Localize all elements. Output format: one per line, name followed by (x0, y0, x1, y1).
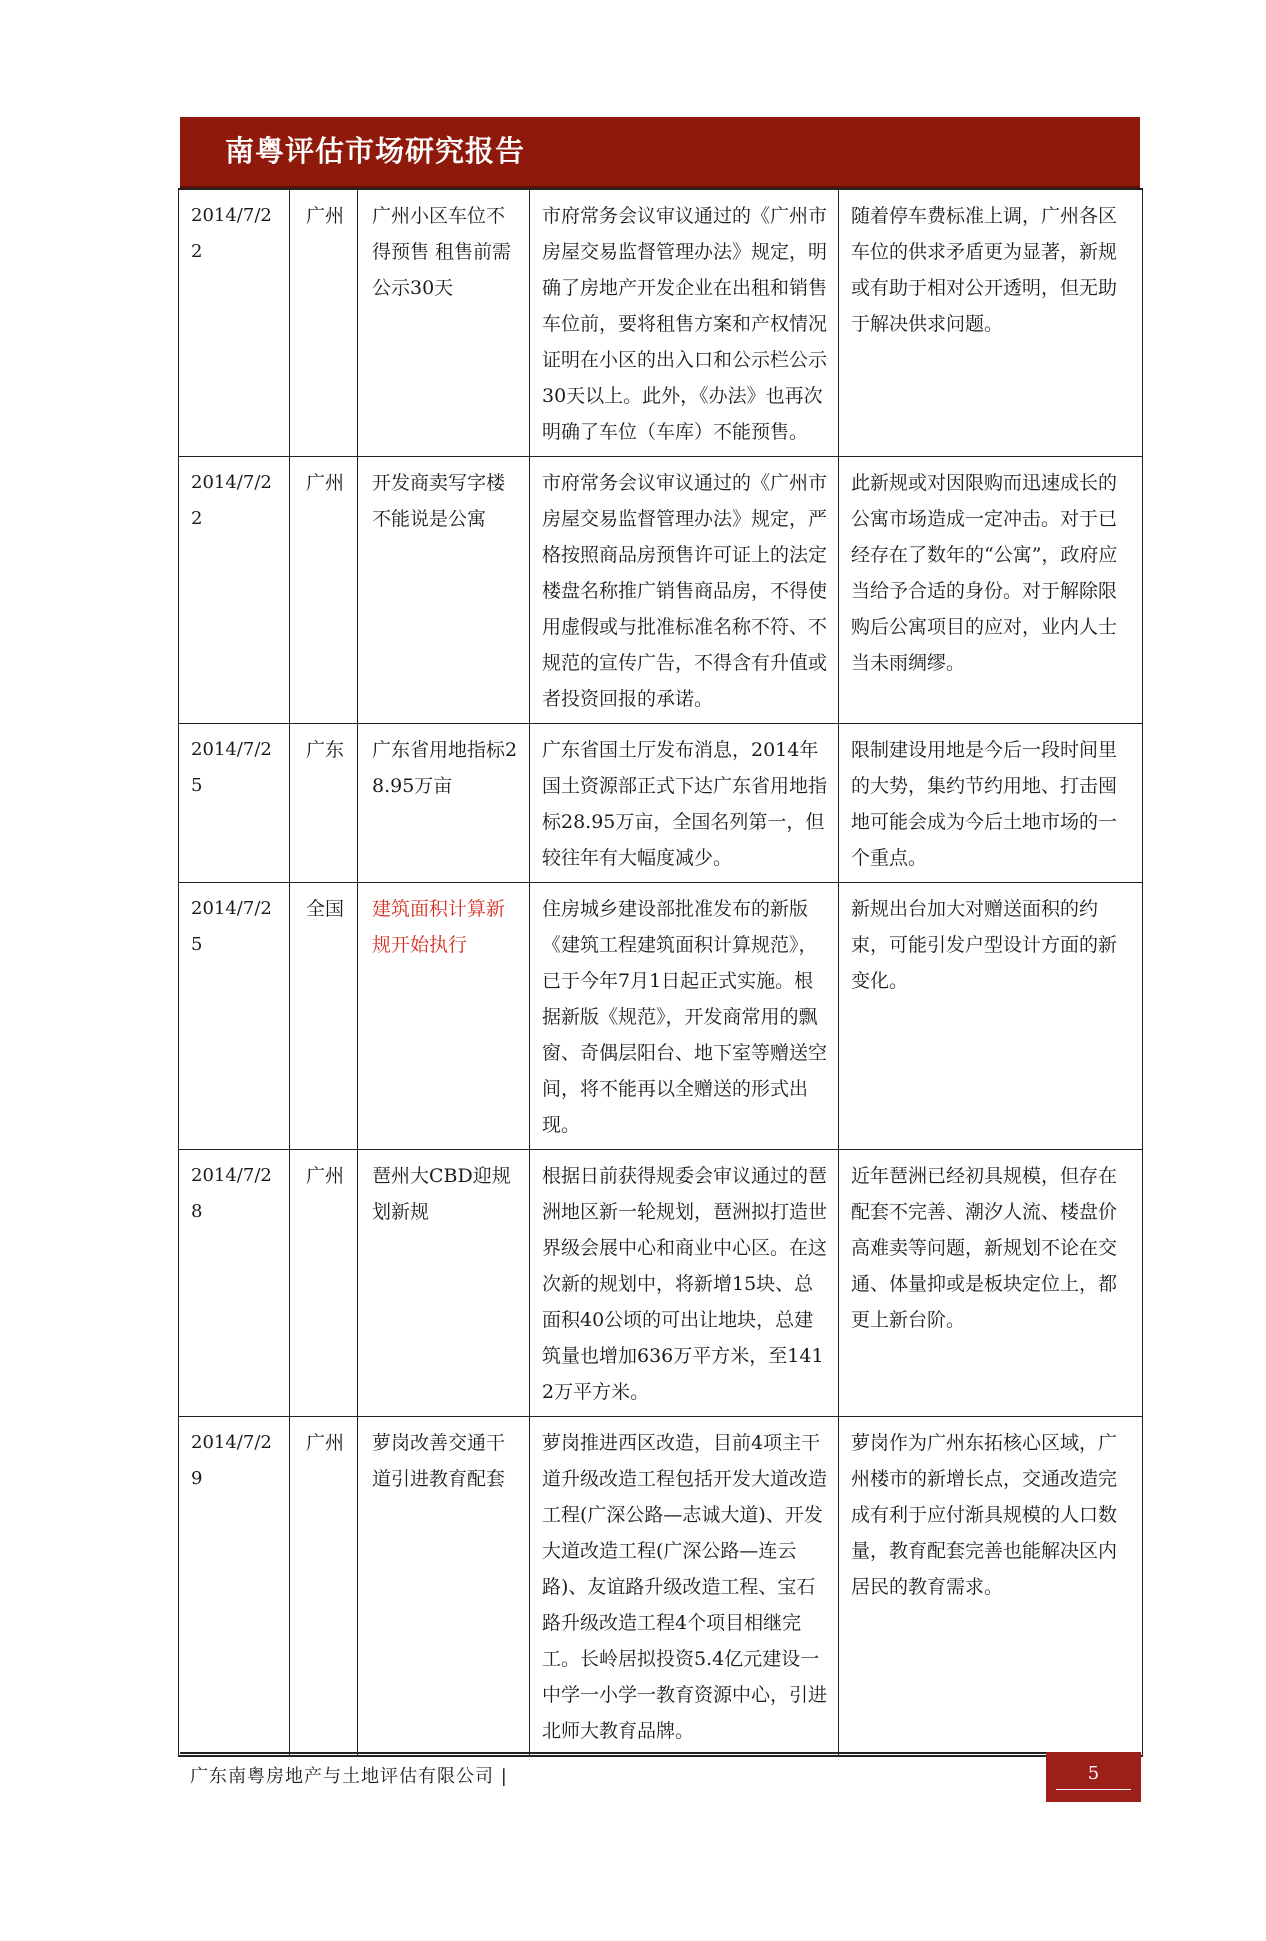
table-row (179, 1417, 1143, 1757)
comment-cell: 萝岗作为广州东拓核心区域，广州楼市的新增长点，交通改造完成有利于应付渐具规模的人口数量，教育配套完善也能解决区内居民的教育需求。 (839, 1417, 1143, 1757)
comment-cell: 近年琶洲已经初具规模，但存在配套不完善、潮汐人流、楼盘价高难卖等问题，新规划不论在交通、体量抑或是板块定位上，都更上新台阶。 (839, 1150, 1143, 1417)
page-number: 5 (1087, 1763, 1100, 1784)
comment-cell: 新规出台加大对赠送面积的约束，可能引发户型设计方面的新变化。 (839, 883, 1143, 1150)
content-cell: 市府常务会议审议通过的《广州市房屋交易监督管理办法》规定，明确了房地产开发企业在出租和销售车位前，要将租售方案和产权情况证明在小区的出入口和公示栏公示30天以上。此外，《办法》也再次明确了车位（车库）不能预售。 (530, 189, 839, 457)
region-cell: 广东 (290, 724, 358, 883)
date-cell: 2014/7/29 (179, 1417, 290, 1757)
title-cell: 萝岗改善交通干道引进教育配套 (358, 1417, 530, 1757)
news-table (178, 188, 1143, 1757)
page-number-underline (1056, 1789, 1131, 1790)
date-cell: 2014/7/22 (179, 457, 290, 724)
date-cell: 2014/7/25 (179, 883, 290, 1150)
table-row (179, 457, 1143, 724)
title-cell: 广州小区车位不得预售 租售前需公示30天 (358, 189, 530, 457)
footer-company: 广东南粤房地产与土地评估有限公司 | (190, 1766, 508, 1787)
date-cell: 2014/7/22 (179, 189, 290, 457)
region-cell: 广州 (290, 457, 358, 724)
content-cell: 根据日前获得规委会审议通过的琶洲地区新一轮规划，琶洲拟打造世界级会展中心和商业中心区。在这次新的规划中，将新增15块、总面积40公顷的可出让地块，总建筑量也增加636万平方米，至1412万平方米。 (530, 1150, 839, 1417)
content-cell: 萝岗推进西区改造，目前4项主干道升级改造工程包括开发大道改造工程(广深公路—志诚大道)、开发大道改造工程(广深公路—连云路)、友谊路升级改造工程、宝石路升级改造工程4个项目相继完工。长岭居拟投资5.4亿元建设一中学一小学一教育资源中心，引进北师大教育品牌。 (530, 1417, 839, 1757)
comment-cell: 随着停车费标准上调，广州各区车位的供求矛盾更为显著，新规或有助于相对公开透明，但无助于解决供求问题。 (839, 189, 1143, 457)
content-cell: 广东省国土厅发布消息，2014年国土资源部正式下达广东省用地指标28.95万亩，全国名列第一，但较往年有大幅度减少。 (530, 724, 839, 883)
region-cell: 广州 (290, 189, 358, 457)
title-cell-highlighted: 建筑面积计算新规开始执行 (358, 883, 530, 1150)
region-cell: 广州 (290, 1417, 358, 1757)
region-cell: 全国 (290, 883, 358, 1150)
report-title: 南粤评估市场研究报告 (225, 134, 526, 168)
content-cell: 市府常务会议审议通过的《广州市房屋交易监督管理办法》规定，严格按照商品房预售许可证上的法定楼盘名称推广销售商品房，不得使用虚假或与批准标准名称不符、不规范的宣传广告，不得含有升值或者投资回报的承诺。 (530, 457, 839, 724)
report-header-band (180, 117, 1140, 188)
table-row (179, 1150, 1143, 1417)
date-cell: 2014/7/25 (179, 724, 290, 883)
content-cell: 住房城乡建设部批准发布的新版《建筑工程建筑面积计算规范》，已于今年7月1日起正式实施。根据新版《规范》，开发商常用的飘窗、奇偶层阳台、地下室等赠送空间，将不能再以全赠送的形式出现。 (530, 883, 839, 1150)
table-row (179, 189, 1143, 457)
table-row (179, 724, 1143, 883)
page-number-box (1046, 1752, 1141, 1802)
comment-cell: 限制建设用地是今后一段时间里的大势，集约节约用地、打击囤地可能会成为今后土地市场的一个重点。 (839, 724, 1143, 883)
title-cell: 开发商卖写字楼不能说是公寓 (358, 457, 530, 724)
region-cell: 广州 (290, 1150, 358, 1417)
footer-divider (180, 1752, 1140, 1754)
table-row (179, 883, 1143, 1150)
title-cell: 琶州大CBD迎规划新规 (358, 1150, 530, 1417)
date-cell: 2014/7/28 (179, 1150, 290, 1417)
title-cell: 广东省用地指标28.95万亩 (358, 724, 530, 883)
comment-cell: 此新规或对因限购而迅速成长的公寓市场造成一定冲击。对于已经存在了数年的“公寓”，政府应当给予合适的身份。对于解除限购后公寓项目的应对，业内人士当未雨绸缪。 (839, 457, 1143, 724)
